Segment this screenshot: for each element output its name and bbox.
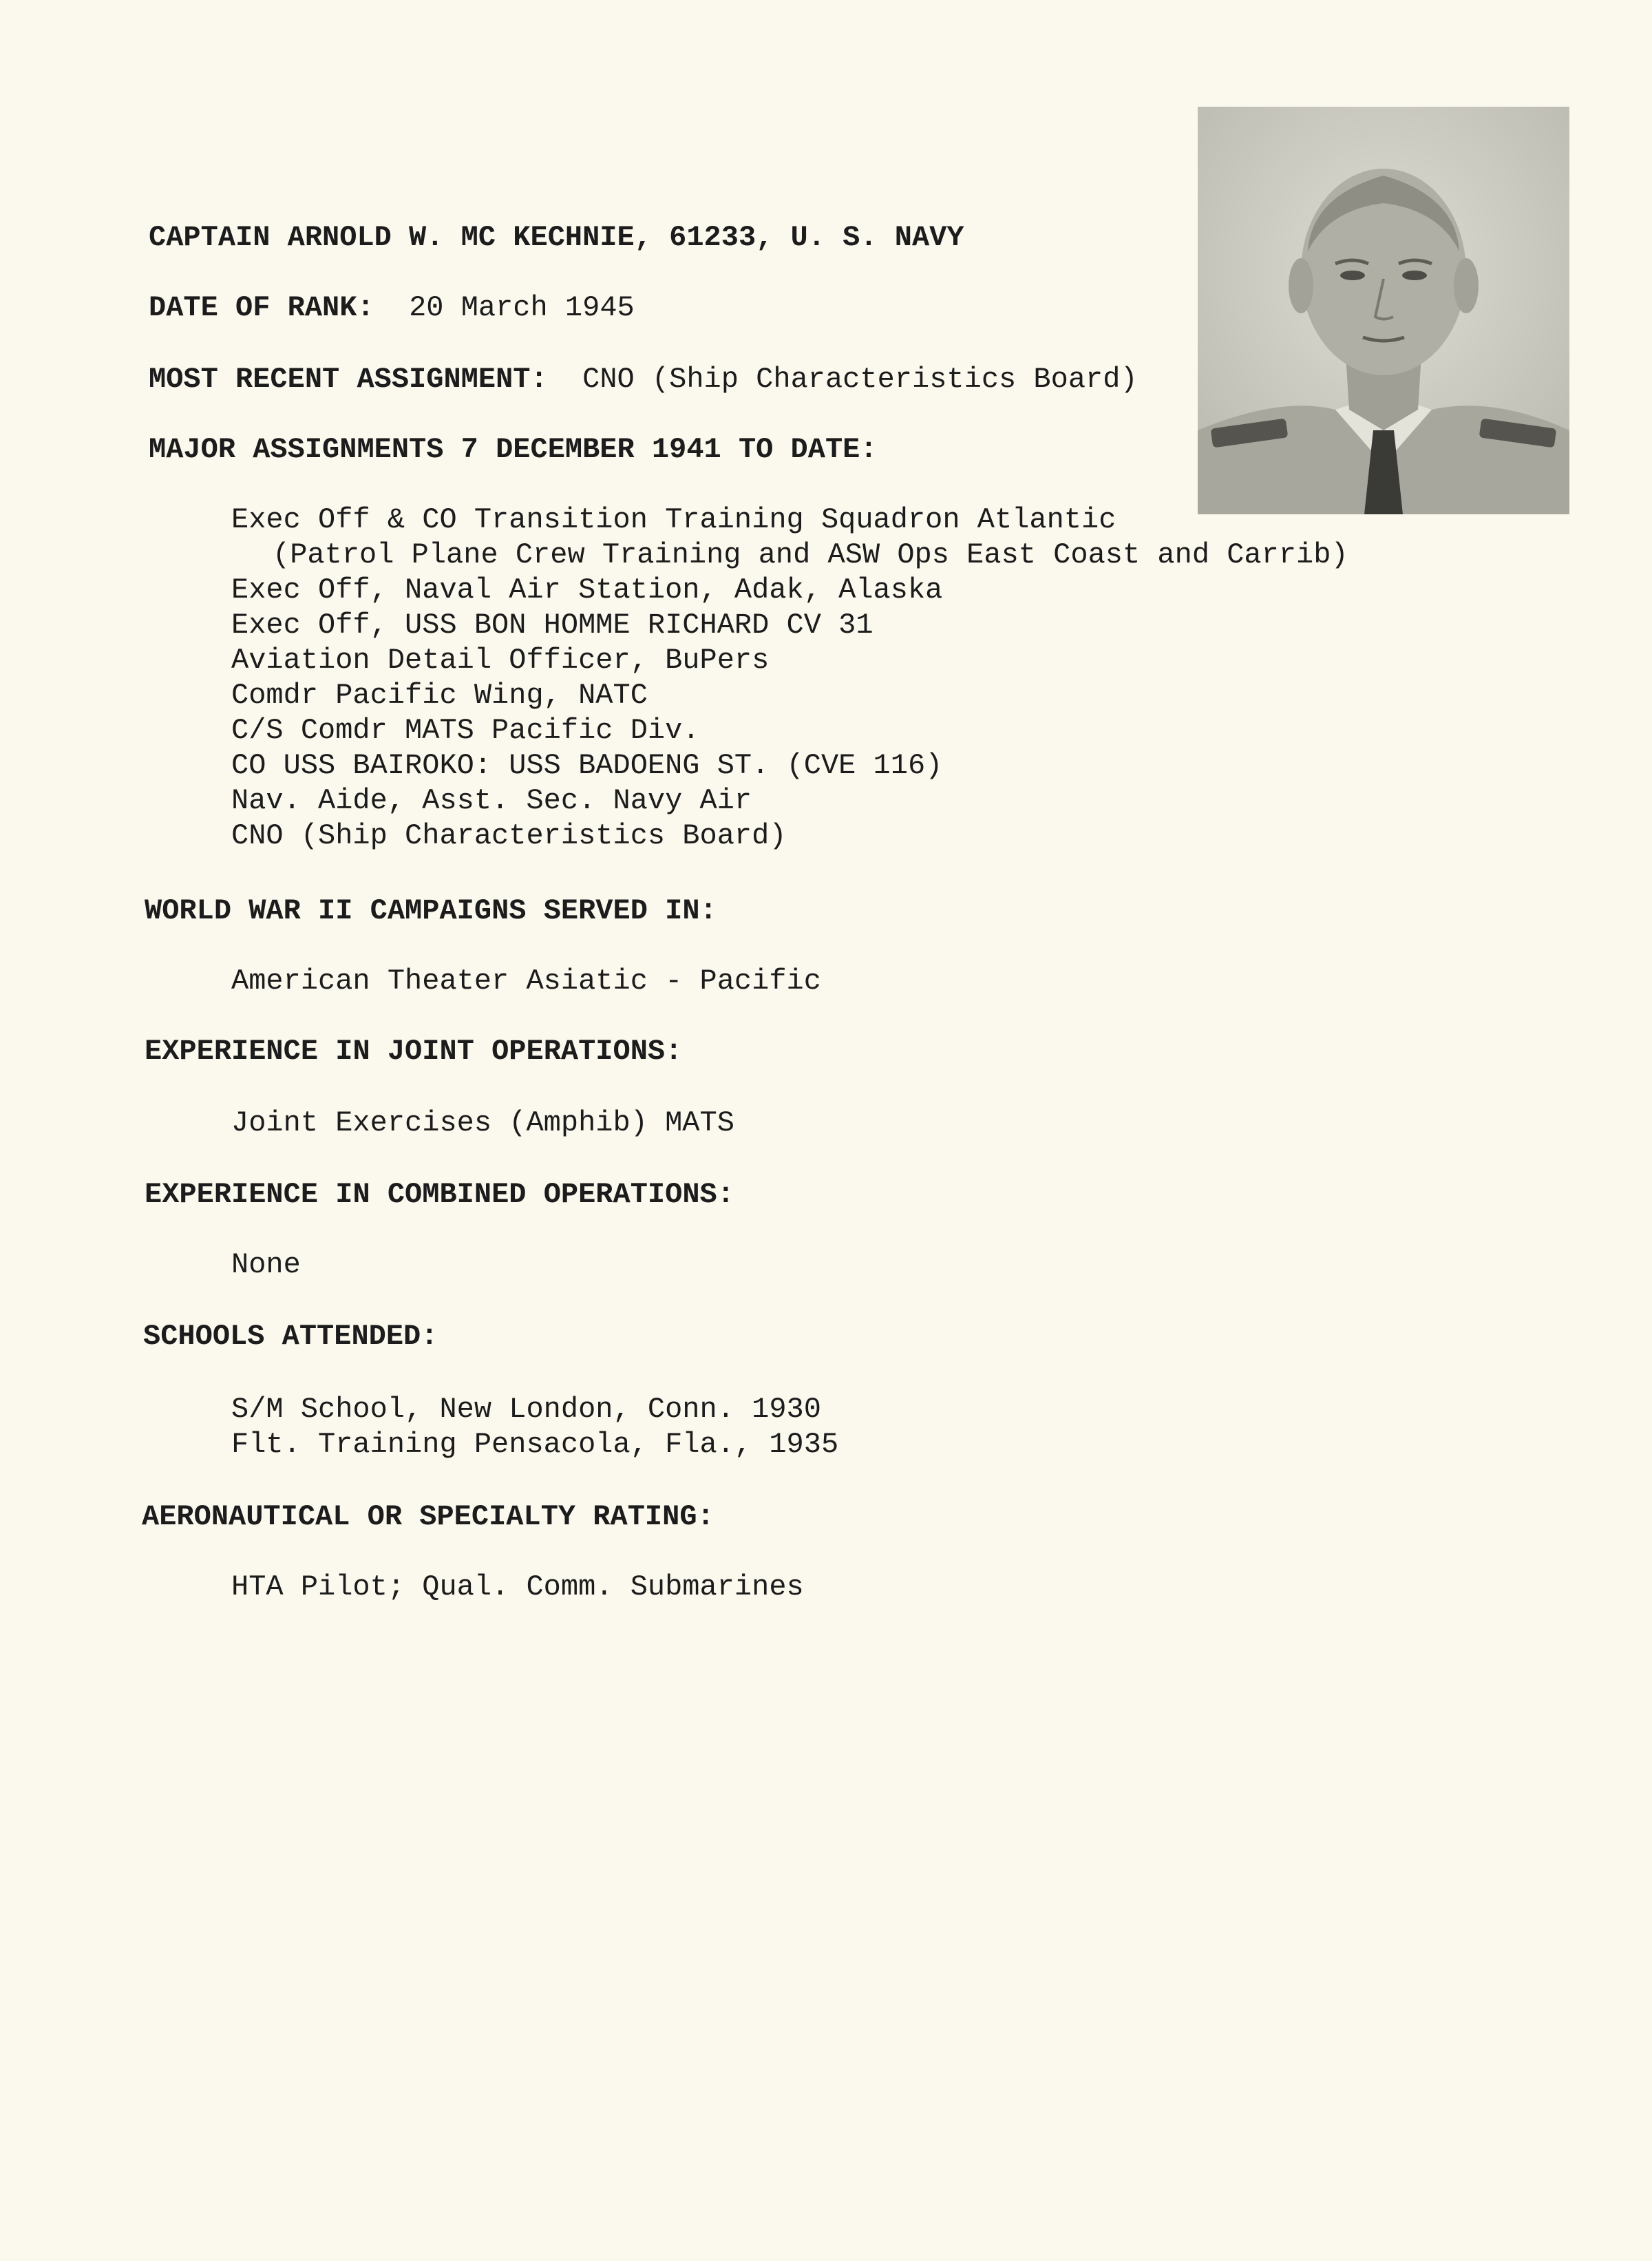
- school-item: S/M School, New London, Conn. 1930: [231, 1393, 821, 1426]
- school-item: Flt. Training Pensacola, Fla., 1935: [231, 1428, 839, 1461]
- recent-assignment-row: [149, 362, 1138, 397]
- schools-heading: SCHOOLS ATTENDED:: [143, 1320, 438, 1353]
- list-item: Comdr Pacific Wing, NATC: [231, 679, 648, 712]
- date-of-rank-label: DATE OF RANK:: [149, 291, 374, 324]
- major-assignments-heading: MAJOR ASSIGNMENTS 7 DECEMBER 1941 TO DATE:: [149, 433, 878, 466]
- list-item: CO USS BAIROKO: USS BADOENG ST. (CVE 116): [231, 749, 943, 782]
- list-item: Exec Off & CO Transition Training Squadron Atlantic: [231, 503, 1116, 536]
- campaigns-heading: WORLD WAR II CAMPAIGNS SERVED IN:: [145, 894, 717, 927]
- joint-operations-heading: EXPERIENCE IN JOINT OPERATIONS:: [145, 1035, 683, 1068]
- combined-operations-heading: EXPERIENCE IN COMBINED OPERATIONS:: [145, 1178, 734, 1211]
- rating-heading: AERONAUTICAL OR SPECIALTY RATING:: [142, 1500, 714, 1533]
- list-item: Aviation Detail Officer, BuPers: [231, 644, 770, 677]
- campaigns-value: American Theater Asiatic - Pacific: [231, 965, 821, 998]
- list-item: Nav. Aide, Asst. Sec. Navy Air: [231, 784, 752, 817]
- list-item: CNO (Ship Characteristics Board): [231, 819, 787, 852]
- date-of-rank-row: [149, 291, 635, 325]
- date-of-rank-value: 20 March 1945: [409, 291, 635, 324]
- recent-assignment-value: CNO (Ship Characteristics Board): [582, 363, 1138, 396]
- officer-name-line: CAPTAIN ARNOLD W. MC KECHNIE, 61233, U. S. NAVY: [149, 221, 964, 254]
- recent-assignment-label: MOST RECENT ASSIGNMENT:: [149, 363, 548, 396]
- list-item: C/S Comdr MATS Pacific Div.: [231, 714, 700, 747]
- major-assignments-list: [231, 503, 1348, 854]
- portrait-photo-icon: [1198, 107, 1569, 514]
- list-item: Exec Off, Naval Air Station, Adak, Alaska: [231, 574, 943, 607]
- joint-operations-value: Joint Exercises (Amphib) MATS: [231, 1106, 734, 1139]
- combined-operations-value: None: [231, 1248, 301, 1281]
- list-item: (Patrol Plane Crew Training and ASW Ops East Coast and Carrib): [273, 538, 1348, 571]
- rating-value: HTA Pilot; Qual. Comm. Submarines: [231, 1570, 804, 1603]
- list-item: Exec Off, USS BON HOMME RICHARD CV 31: [231, 609, 873, 642]
